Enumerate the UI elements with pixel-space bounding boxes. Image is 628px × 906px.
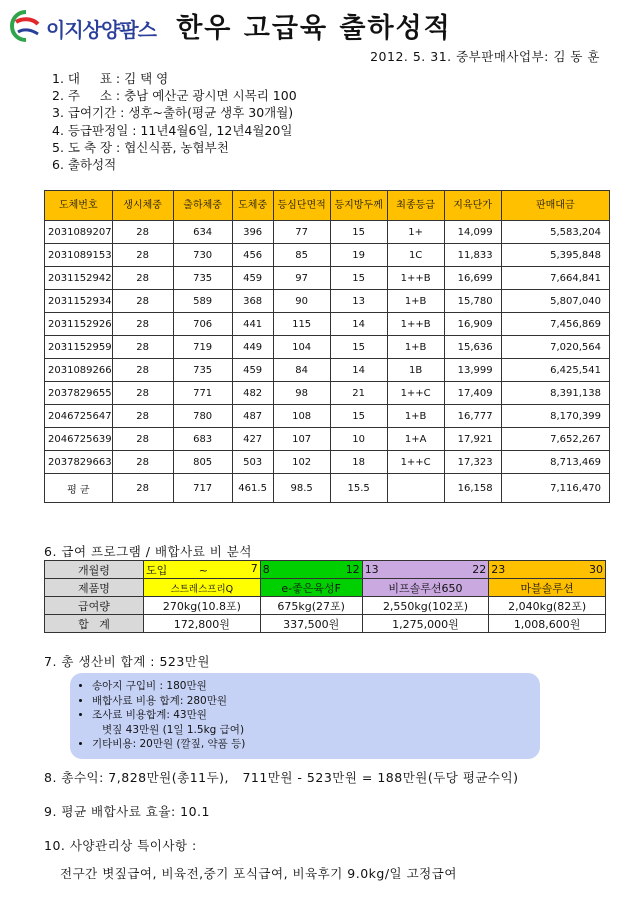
- table-cell: 1+: [387, 221, 444, 244]
- table-cell: 15,780: [444, 290, 501, 313]
- table-cell: 1++C: [387, 382, 444, 405]
- table-row: [45, 221, 610, 244]
- table-cell: 780: [173, 405, 232, 428]
- feed-month-3: 13 22: [362, 561, 489, 579]
- feed-month-2: 8 12: [260, 561, 362, 579]
- table-cell: 2037829663: [45, 451, 113, 474]
- table-cell: 28: [112, 382, 173, 405]
- table-cell: 441: [232, 313, 273, 336]
- table-cell: 735: [173, 359, 232, 382]
- cost-title: 7. 총 생산비 합계 : 523만원: [44, 654, 210, 669]
- table-cell: 16,158: [444, 474, 501, 503]
- table-cell: 28: [112, 359, 173, 382]
- feed-label-product: 제품명: [45, 579, 144, 597]
- table-cell: 18: [330, 451, 387, 474]
- table-cell: 84: [273, 359, 330, 382]
- table-cell: 2031152942: [45, 267, 113, 290]
- table-cell: 2046725647: [45, 405, 113, 428]
- table-cell: 19: [330, 244, 387, 267]
- table-cell: 15,636: [444, 336, 501, 359]
- table-cell: 8,170,399: [501, 405, 609, 428]
- table-cell: 427: [232, 428, 273, 451]
- cost-item-roughage: • 조사료 비용합계: 43만원: [92, 708, 540, 723]
- table-cell: 717: [173, 474, 232, 503]
- table-cell: 735: [173, 267, 232, 290]
- info-grading-date: 4. 등급판정일 : 11년4월6일, 12년4월20일: [52, 122, 293, 138]
- table-cell: 115: [273, 313, 330, 336]
- shipment-results-table: [44, 190, 610, 503]
- table-cell: 6,425,541: [501, 359, 609, 382]
- col-carcass-no: 도체번호: [45, 191, 113, 221]
- table-cell: [387, 474, 444, 503]
- table-row: [45, 267, 610, 290]
- table-cell: 5,583,204: [501, 221, 609, 244]
- total-revenue-line: 8. 총수익: 7,828만원(총11두), 711만원 - 523만원 = 188만원(두당 평균수익): [44, 770, 519, 785]
- table-cell: 98: [273, 382, 330, 405]
- table-cell: 2046725639: [45, 428, 113, 451]
- table-cell: 17,921: [444, 428, 501, 451]
- feed-amount-4: 2,040kg(82포): [489, 597, 606, 615]
- feed-row-totals: [45, 615, 606, 633]
- table-cell: 21: [330, 382, 387, 405]
- table-cell: 449: [232, 336, 273, 359]
- table-cell: 482: [232, 382, 273, 405]
- col-ship-weight: 출하체중: [173, 191, 232, 221]
- feed-total-2: 337,500원: [260, 615, 362, 633]
- table-row: [45, 359, 610, 382]
- info-feeding-period: 3. 급여기간 : 생후~출하(평균 생후 30개월): [52, 105, 294, 121]
- table-cell: 104: [273, 336, 330, 359]
- info-address: 2. 주 소 : 충남 예산군 광시면 시목리 100: [52, 88, 297, 104]
- feed-efficiency-line: 9. 평균 배합사료 효율: 10.1: [44, 804, 210, 819]
- table-cell: 97: [273, 267, 330, 290]
- table-cell: 7,116,470: [501, 474, 609, 503]
- table-cell: 28: [112, 267, 173, 290]
- table-cell: 503: [232, 451, 273, 474]
- cost-item-feed: • 배합사료 비용 합계: 280만원: [92, 694, 540, 709]
- table-cell: 15: [330, 405, 387, 428]
- table-cell: 8,391,138: [501, 382, 609, 405]
- table-cell: 8,713,469: [501, 451, 609, 474]
- table-cell: 730: [173, 244, 232, 267]
- notes-body: 전구간 볏짚급여, 비육전,중기 포식급여, 비육후기 9.0kg/일 고정급여: [60, 866, 457, 881]
- table-cell: 7,020,564: [501, 336, 609, 359]
- table-cell: 396: [232, 221, 273, 244]
- table-cell: 107: [273, 428, 330, 451]
- feed-product-4: 마블솔루션: [489, 579, 606, 597]
- feed-product-1: 스트레스프리Q: [144, 579, 261, 597]
- table-cell: 28: [112, 336, 173, 359]
- table-cell: 17,409: [444, 382, 501, 405]
- table-row: [45, 428, 610, 451]
- col-sales-amount: 판매대금: [501, 191, 609, 221]
- feed-product-3: 비프솔루션650: [362, 579, 489, 597]
- feed-month-4: 23 30: [489, 561, 606, 579]
- table-cell: 683: [173, 428, 232, 451]
- feed-row-months: [45, 561, 606, 579]
- table-cell: 13,999: [444, 359, 501, 382]
- col-ribeye-area: 등심단면적: [273, 191, 330, 221]
- table-cell: 102: [273, 451, 330, 474]
- table-cell: 90: [273, 290, 330, 313]
- col-final-grade: 최종등급: [387, 191, 444, 221]
- table-cell: 2031152959: [45, 336, 113, 359]
- table-cell: 15: [330, 221, 387, 244]
- logo-text: 이지상양팜스: [46, 18, 156, 42]
- table-cell: 평 균: [45, 474, 113, 503]
- table-row: [45, 405, 610, 428]
- table-cell: 1+B: [387, 290, 444, 313]
- table-cell: 1+A: [387, 428, 444, 451]
- table-cell: 28: [112, 244, 173, 267]
- table-cell: 28: [112, 451, 173, 474]
- table-cell: 1++C: [387, 451, 444, 474]
- feed-amount-2: 675kg(27포): [260, 597, 362, 615]
- col-unit-price: 지육단가: [444, 191, 501, 221]
- table-row: [45, 451, 610, 474]
- table-cell: 98.5: [273, 474, 330, 503]
- info-representative: 1. 대 표 : 김 택 영: [52, 71, 169, 86]
- cost-item-straw: 볏짚 43만원 (1일 1.5kg 급여): [92, 723, 245, 736]
- table-cell: 1+B: [387, 336, 444, 359]
- table-cell: 456: [232, 244, 273, 267]
- table-cell: 14: [330, 359, 387, 382]
- table-cell: 17,323: [444, 451, 501, 474]
- col-carcass-weight: 도체중: [232, 191, 273, 221]
- table-cell: 16,909: [444, 313, 501, 336]
- feed-row-products: [45, 579, 606, 597]
- feed-label-total: 합 계: [45, 615, 144, 633]
- table-cell: 28: [112, 428, 173, 451]
- table-cell: 461.5: [232, 474, 273, 503]
- table-cell: 13: [330, 290, 387, 313]
- table-row: [45, 244, 610, 267]
- table-cell: 2031089207: [45, 221, 113, 244]
- feed-total-4: 1,008,600원: [489, 615, 606, 633]
- col-birth-weight: 생시체중: [112, 191, 173, 221]
- table-cell: 16,777: [444, 405, 501, 428]
- table-cell: 28: [112, 313, 173, 336]
- table-cell: 805: [173, 451, 232, 474]
- cost-breakdown-box: [70, 673, 540, 759]
- table-cell: 2031152934: [45, 290, 113, 313]
- table-cell: 719: [173, 336, 232, 359]
- feed-month-1: 도입 ~ 7: [144, 561, 261, 579]
- table-cell: 487: [232, 405, 273, 428]
- info-list: [52, 70, 297, 173]
- feed-program-table: [44, 560, 606, 633]
- feed-label-amount: 급여량: [45, 597, 144, 615]
- table-cell: 14,099: [444, 221, 501, 244]
- table-cell: 1++B: [387, 313, 444, 336]
- table-cell: 634: [173, 221, 232, 244]
- feed-product-2: e-좋은육성F: [260, 579, 362, 597]
- feed-total-3: 1,275,000원: [362, 615, 489, 633]
- table-header-row: [45, 191, 610, 221]
- table-cell: 7,456,869: [501, 313, 609, 336]
- table-cell: 11,833: [444, 244, 501, 267]
- table-cell: 15: [330, 336, 387, 359]
- table-cell: 108: [273, 405, 330, 428]
- cost-item-calf: • 송아지 구입비 : 180만원: [92, 679, 540, 694]
- table-cell: 7,652,267: [501, 428, 609, 451]
- col-backfat: 등지방두께: [330, 191, 387, 221]
- table-cell: 16,699: [444, 267, 501, 290]
- table-cell: 15.5: [330, 474, 387, 503]
- table-cell: 14: [330, 313, 387, 336]
- table-cell: 28: [112, 405, 173, 428]
- table-cell: 459: [232, 267, 273, 290]
- date-author-line: 2012. 5. 31. 중부판매사업부: 김 동 훈: [370, 49, 600, 64]
- table-cell: 7,664,841: [501, 267, 609, 290]
- table-cell: 368: [232, 290, 273, 313]
- table-cell: 10: [330, 428, 387, 451]
- info-slaughterhouse: 5. 도 축 장 : 협신식품, 농협부천: [52, 139, 229, 155]
- table-cell: 459: [232, 359, 273, 382]
- table-row: [45, 313, 610, 336]
- table-cell: 771: [173, 382, 232, 405]
- table-cell: 589: [173, 290, 232, 313]
- feed-row-amounts: [45, 597, 606, 615]
- page-title: 한우 고급육 출하성적: [176, 13, 452, 44]
- info-shipment-results: 6. 출하성적: [52, 157, 117, 173]
- table-cell: 706: [173, 313, 232, 336]
- feed-label-months: 개월령: [45, 561, 144, 579]
- table-cell: 1C: [387, 244, 444, 267]
- table-cell: 5,807,040: [501, 290, 609, 313]
- table-cell: 15: [330, 267, 387, 290]
- table-cell: 1B: [387, 359, 444, 382]
- table-cell: 2031089266: [45, 359, 113, 382]
- cost-item-other: • 기타비용: 20만원 (깔짚, 약품 등): [92, 737, 540, 752]
- table-cell: 28: [112, 474, 173, 503]
- table-row: [45, 290, 610, 313]
- notes-title: 10. 사양관리상 특이사항 :: [44, 838, 197, 853]
- feed-section-title: 6. 급여 프로그램 / 배합사료 비 분석: [44, 544, 252, 559]
- table-cell: 1+B: [387, 405, 444, 428]
- table-cell: 85: [273, 244, 330, 267]
- table-row: [45, 336, 610, 359]
- table-cell: 28: [112, 221, 173, 244]
- table-cell: 2031089153: [45, 244, 113, 267]
- table-cell: 1++B: [387, 267, 444, 290]
- feed-total-1: 172,800원: [144, 615, 261, 633]
- feed-amount-3: 2,550kg(102포): [362, 597, 489, 615]
- feed-amount-1: 270kg(10.8포): [144, 597, 261, 615]
- table-cell: 2037829655: [45, 382, 113, 405]
- average-row: [45, 474, 610, 503]
- table-row: [45, 382, 610, 405]
- table-cell: 2031152926: [45, 313, 113, 336]
- table-cell: 28: [112, 290, 173, 313]
- table-cell: 5,395,848: [501, 244, 609, 267]
- table-cell: 77: [273, 221, 330, 244]
